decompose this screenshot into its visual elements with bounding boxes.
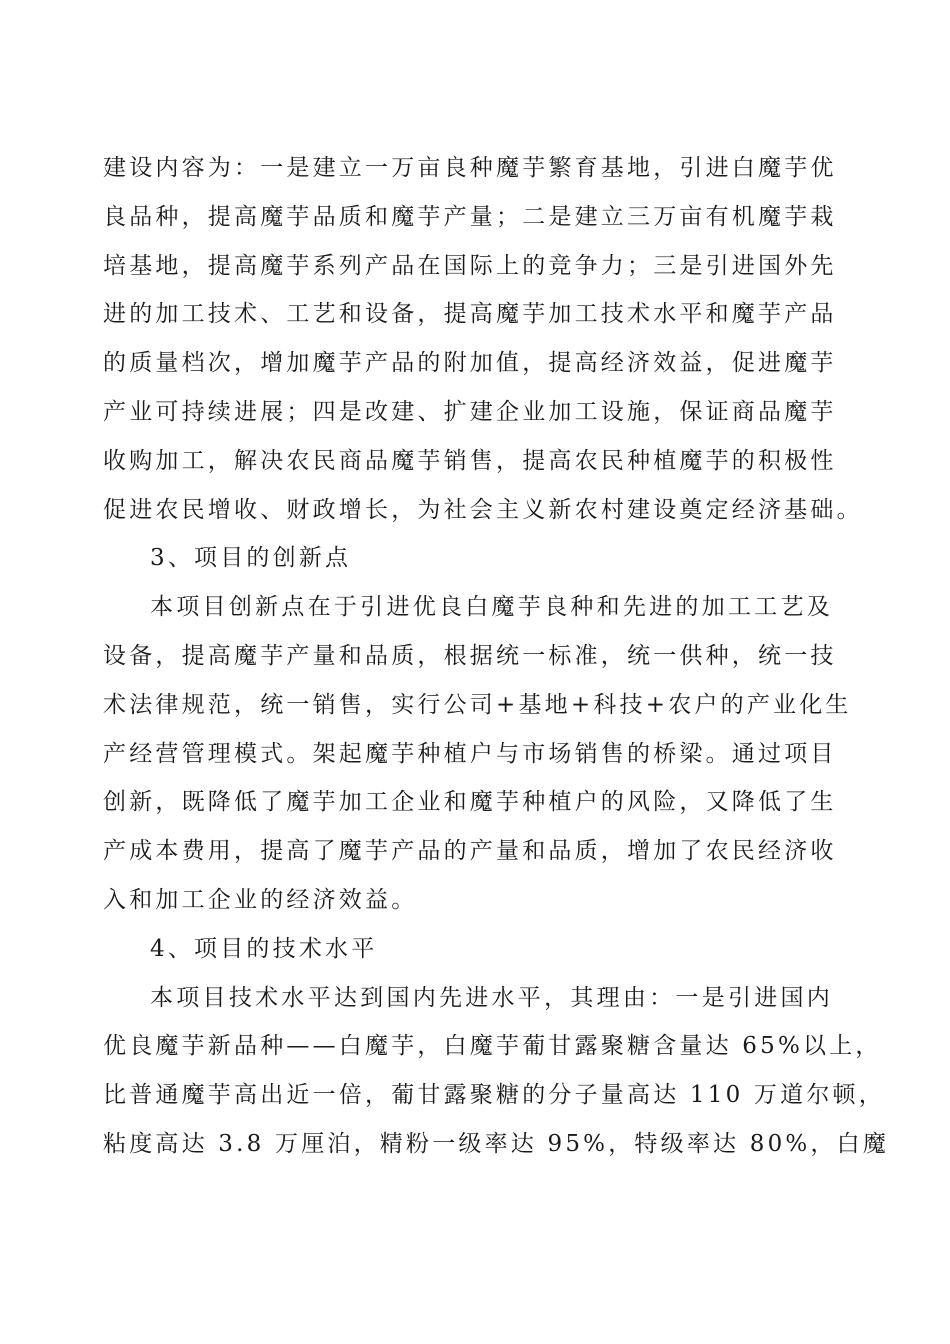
paragraph-construction-content [103,144,863,534]
paragraph-line: 产成本费用，提高了魔芋产品的产量和品质，增加了农民经济收 [103,838,837,865]
paragraph-line: 设备，提高魔芋产量和品质，根据统一标准，统一供种，统一技 [103,642,837,669]
paragraph-line: 良品种，提高魔芋品质和魔芋产量；二是建立三万亩有机魔芋栽 [103,203,837,230]
paragraph-line: 培基地，提高魔芋系列产品在国际上的竞争力；三是引进国外先 [103,252,837,279]
paragraph-line: 的质量档次，增加魔芋产品的附加值，提高经济效益，促进魔芋 [103,350,837,377]
paragraph-line: 产业可持续进展；四是改建、扩建企业加工设施，保证商品魔芋 [103,398,837,425]
paragraph-line: 粘度高达 3.8 万厘泊，精粉一级率达 95%，特级率达 80%，白魔 [103,1130,890,1157]
paragraph-line: 本项目创新点在于引进优良白魔芋良种和先进的加工工艺及 [150,594,833,621]
section-heading-innovation: 3、项目的创新点 [150,545,352,572]
paragraph-line: 建设内容为：一是建立一万亩良种魔芋繁育基地，引进白魔芋优 [103,155,837,181]
paragraph-line: 产经营管理模式。架起魔芋种植户与市场销售的桥梁。通过项目 [103,740,837,767]
document-body [103,144,890,1169]
paragraph-line: 进的加工技术、工艺和设备，提高魔芋加工技术水平和魔芋产品 [103,301,837,328]
paragraph-line: 收购加工，解决农民商品魔芋销售，提高农民种植魔芋的积极性 [103,447,837,474]
paragraph-technical-level [103,974,890,1169]
paragraph-innovation [103,583,852,925]
paragraph-line: 比普通魔芋高出近一倍，葡甘露聚糖的分子量高达 110 万道尔顿， [103,1082,885,1109]
paragraph-line: 入和加工企业的经济效益。 [103,886,418,913]
paragraph-line: 本项目技术水平达到国内先进水平，其理由：一是引进国内 [150,984,833,1011]
paragraph-line: 优良魔芋新品种——白魔芋，白魔芋葡甘露聚糖含量达 65%以上， [103,1033,882,1060]
paragraph-line: 术法律规范，统一销售，实行公司+基地+科技+农户的产业化生 [103,691,852,718]
paragraph-line: 创新，既降低了魔芋加工企业和魔芋种植户的风险，又降低了生 [103,789,837,816]
section-heading-technical-level: 4、项目的技术水平 [150,935,378,962]
paragraph-line: 促进农民增收、财政增长，为社会主义新农村建设奠定经济基础。 [103,496,863,523]
